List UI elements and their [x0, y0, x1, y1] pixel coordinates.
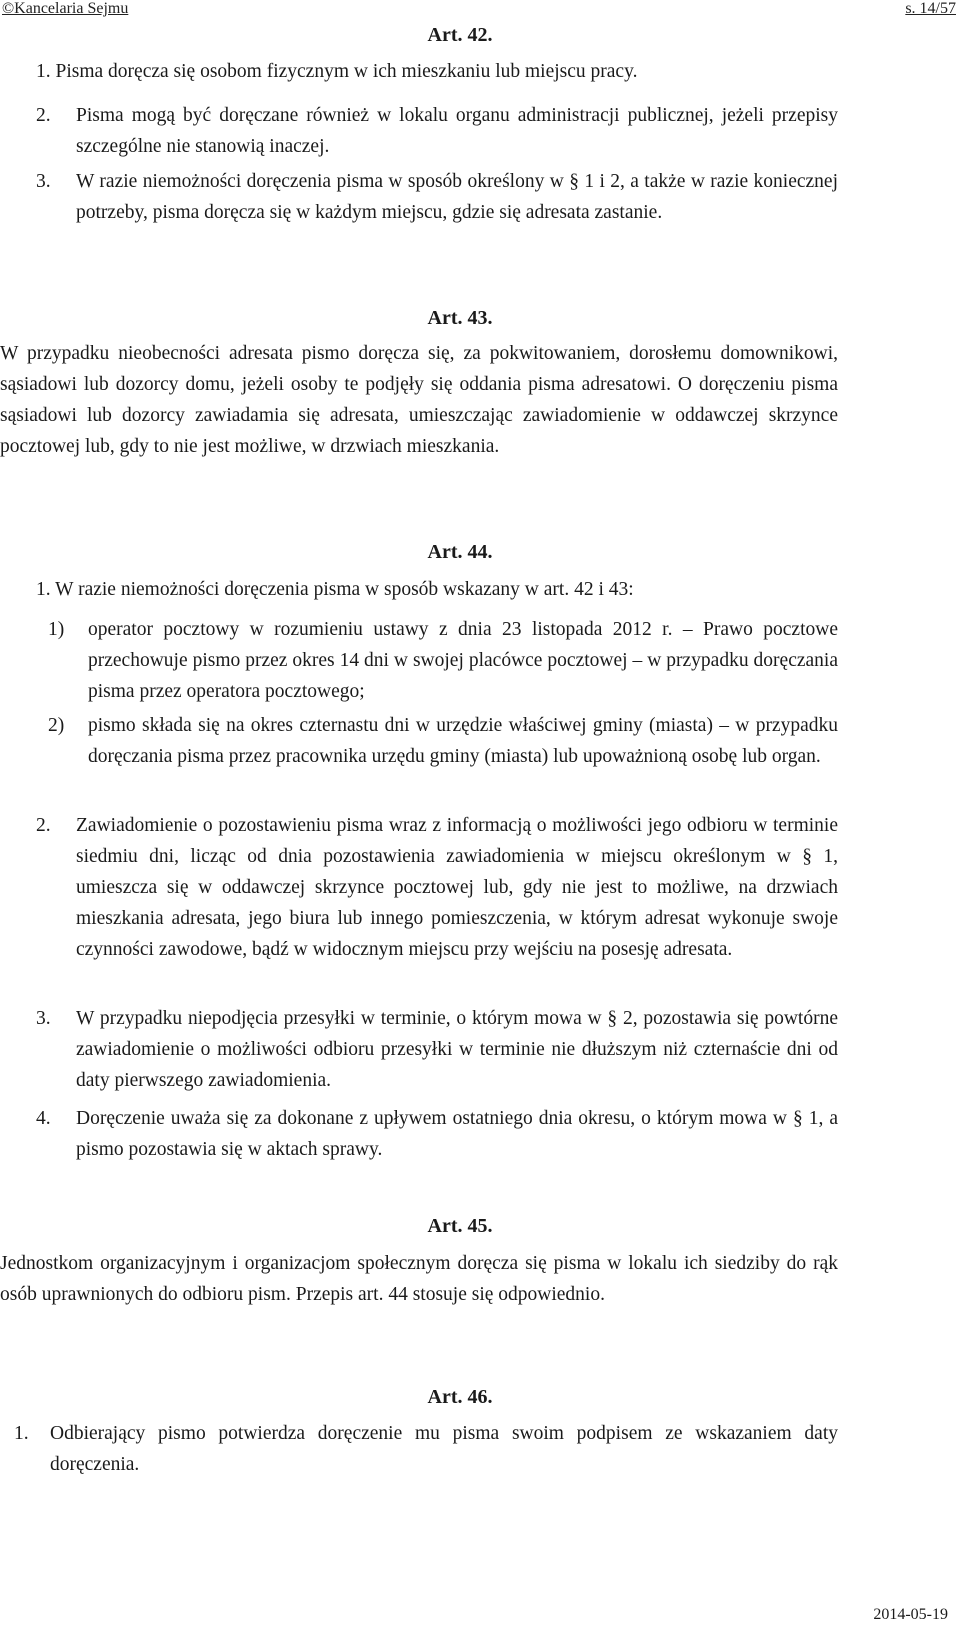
art-42-par-2-num: 2. — [36, 105, 51, 126]
art-44-par-4-num: 4. — [36, 1108, 51, 1129]
art-43-title: Art. 43. — [427, 307, 493, 329]
art-42-par-1-num: 1. — [36, 61, 51, 82]
art-44-par-1-num: 1. — [36, 579, 51, 600]
art-44-par-4 — [36, 1103, 838, 1165]
art-42-par-2-text: Pisma mogą być doręczane również w lokalu organu administracji publicznej, jeżeli przepisy szczególne nie stanowią inaczej. — [76, 105, 838, 157]
art-42-title: Art. 42. — [427, 24, 493, 46]
art-44-point-1-num: 1) — [48, 619, 65, 640]
art-44-point-2-text: pismo składa się na okres czternastu dni w urzędzie właściwej gminy (miasta) – w przypadku doręczania pisma przez pracownika urzędu gminy (miasta) lub upoważnioną osobę lub organ. — [88, 715, 838, 767]
art-44-par-4-text: Doręczenie uważa się za dokonane z upływem ostatniego dnia okresu, o którym mowa w § 1, a pismo pozostawia się w aktach sprawy. — [76, 1108, 838, 1160]
art-42-par-3 — [36, 166, 838, 228]
art-42-par-3-text: W razie niemożności doręczenia pisma w sposób określony w § 1 i 2, a także w razie koniecznej potrzeby, pisma doręcza się w każdym miejscu, gdzie się adresata zastanie. — [76, 171, 838, 223]
art-46-par-1 — [14, 1418, 838, 1480]
art-44-par-2-text: Zawiadomienie o pozostawieniu pisma wraz z informacją o możliwości jego odbioru w terminie siedmiu dni, licząc od dnia pozostawienia zawiadomienia w miejscu określonym w § 1, umieszcza się w oddawczej skrzynce pocztowej lub, gdy nie jest to możliwe, na drzwiach mieszkania adresata, jego biura lub innego pomieszczenia, w którym adresat wykonuje swoje czynności zawodowe, bądź w widocznym miejscu przy wejściu na posesję adresata. — [76, 815, 838, 960]
art-46-par-1-num: 1. — [14, 1423, 29, 1444]
art-44-par-3-num: 3. — [36, 1008, 51, 1029]
art-42-par-3-num: 3. — [36, 171, 51, 192]
copyright-label: ©Kancelaria Sejmu — [2, 0, 129, 17]
art-46-par-1-text: Odbierający pismo potwierdza doręczenie mu pisma swoim podpisem ze wskazaniem daty doręczenia. — [50, 1423, 838, 1475]
art-44-point-2 — [48, 710, 838, 772]
art-44-title: Art. 44. — [427, 541, 493, 563]
art-44-par-2-num: 2. — [36, 815, 51, 836]
art-44-par-3-text: W przypadku niepodjęcia przesyłki w terminie, o którym mowa w § 2, pozostawia się powtórne zawiadomienie o możliwości odbioru przesyłki w terminie nie dłuższym niż czternaście dni od daty pierwszego zawiadomienia. — [76, 1008, 838, 1091]
art-45-text: Jednostkom organizacyjnym i organizacjom społecznym doręcza się pisma w lokalu ich siedziby do rąk osób uprawnionych do odbioru pism. Przepis art. 44 stosuje się odpowiednio. — [0, 1253, 838, 1305]
footer-date: 2014-05-19 — [873, 1606, 948, 1623]
art-44-par-1-text: W razie niemożności doręczenia pisma w sposób wskazany w art. 42 i 43: — [55, 579, 634, 600]
art-44-point-1 — [48, 614, 838, 707]
art-44-point-2-num: 2) — [48, 715, 65, 736]
art-44-par-3 — [36, 1003, 838, 1096]
art-43-text: W przypadku nieobecności adresata pismo doręcza się, za pokwitowaniem, dorosłemu domownikowi, sąsiadowi lub dozorcy domu, jeżeli osoby te podjęły się oddania pisma adresatowi. O doręczeniu pisma sąsiadowi lub dozorcy zawiadamia się adresata, umieszczając zawiadomienie w oddawczej skrzynce pocztowej lub, gdy to nie jest możliwe, w drzwiach mieszkania. — [0, 343, 838, 457]
art-46-title: Art. 46. — [427, 1386, 493, 1408]
art-42-par-2 — [36, 100, 838, 162]
art-42-par-1-text: Pisma doręcza się osobom fizycznym w ich mieszkaniu lub miejscu pracy. — [55, 61, 638, 82]
art-45-title: Art. 45. — [427, 1215, 493, 1237]
art-44-par-2 — [36, 810, 838, 965]
art-42-par-1 — [36, 56, 836, 87]
art-44-point-1-text: operator pocztowy w rozumieniu ustawy z dnia 23 listopada 2012 r. – Prawo pocztowe przechowuje pismo przez okres 14 dni w swojej placówce pocztowej – w przypadku doręczania pisma przez operatora pocztowego; — [88, 619, 838, 702]
page-number: s. 14/57 — [905, 0, 956, 17]
art-44-par-1 — [36, 574, 838, 605]
